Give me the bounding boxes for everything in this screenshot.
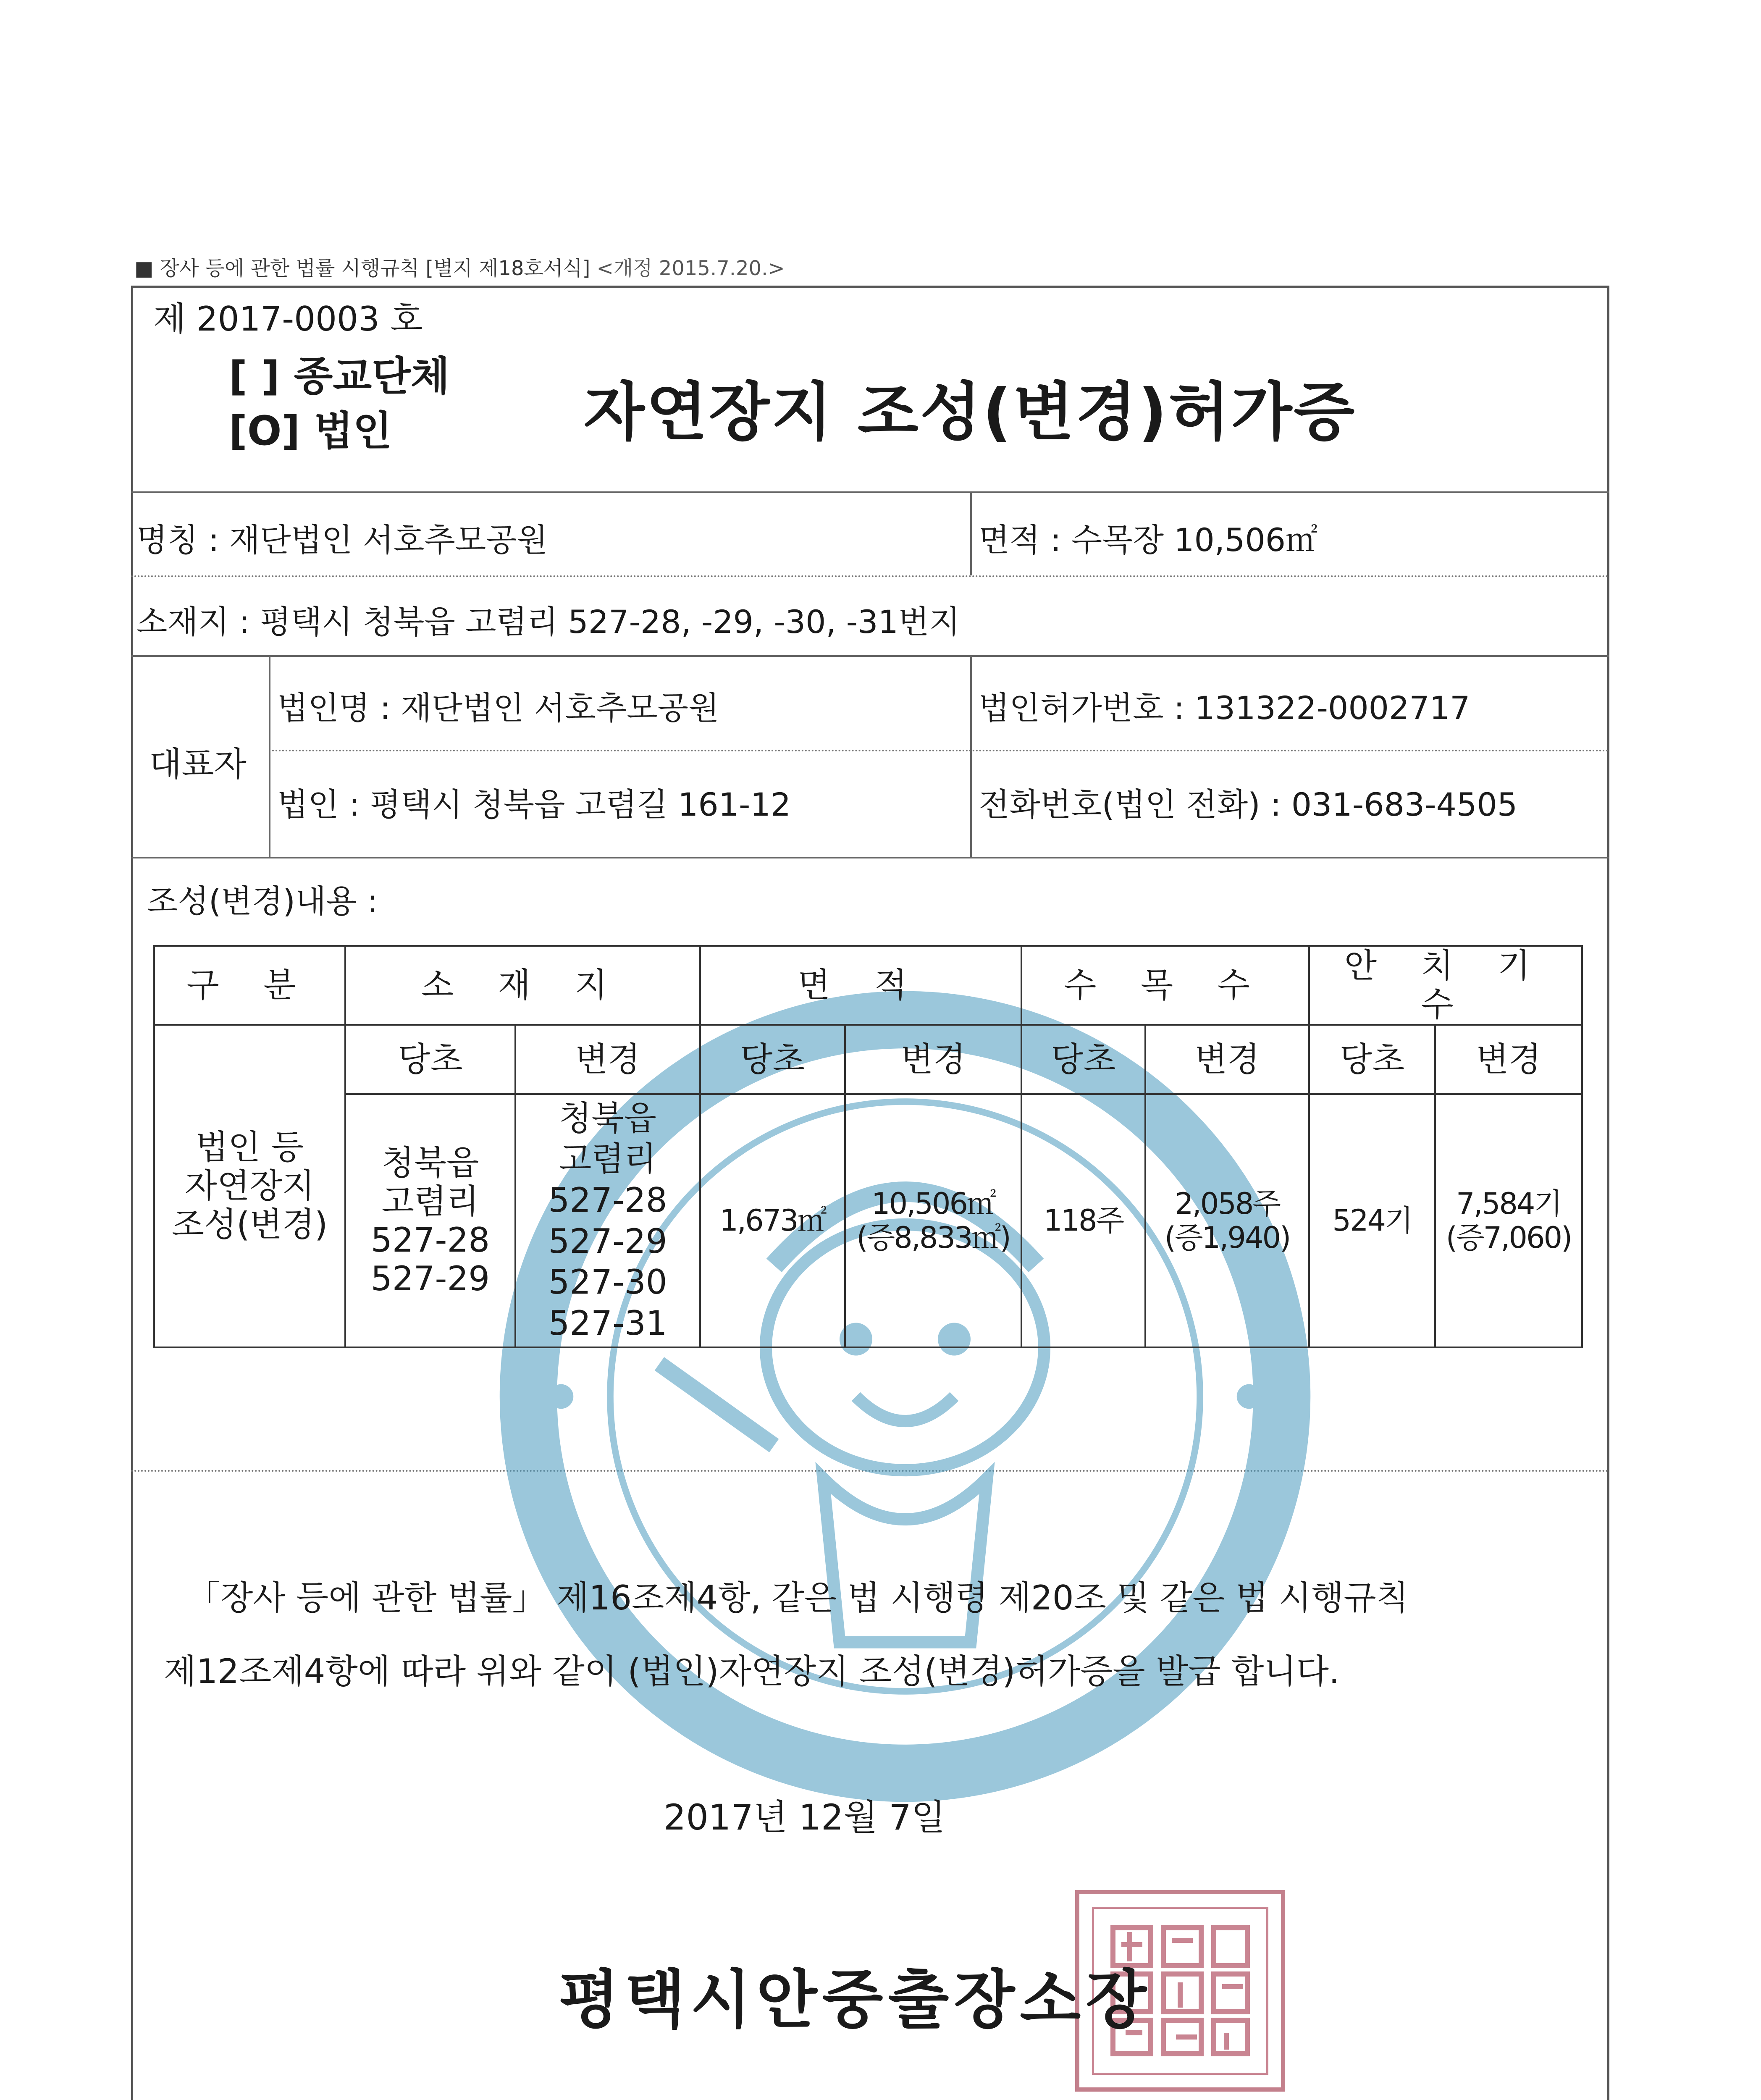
location-line: 527-29 [370, 1259, 490, 1298]
corporation-phone: 전화번호(법인 전화) : 031-683-4505 [979, 786, 1518, 823]
subheader-area-after: 변경 [845, 1025, 1021, 1094]
slots-after-cell [1435, 1094, 1582, 1347]
slots-before-value: 524기 [1309, 1094, 1435, 1347]
divider-location [131, 655, 1609, 657]
trees-before-value: 118주 [1021, 1094, 1145, 1347]
subheader-location-before: 당초 [345, 1025, 515, 1094]
corporation-address: 법인 : 평택시 청북읍 고렴길 161-12 [277, 786, 791, 823]
type-corporation: [O] 법인 [229, 407, 392, 454]
details-table [153, 945, 1583, 1348]
subheader-slots-after: 변경 [1435, 1025, 1582, 1094]
facility-location: 소재지 : 평택시 청북읍 고렴리 527-28, -29, -30, -31번지 [136, 603, 960, 640]
document-title: 자연장지 조성(변경)허가증 [584, 376, 1357, 449]
details-label: 조성(변경)내용 : [147, 882, 378, 920]
area-after-cell [845, 1094, 1021, 1347]
trees-after-cell [1145, 1094, 1309, 1347]
location-line: 청북읍 [559, 1098, 656, 1138]
facility-area: 면적 : 수목장 10,506㎡ [979, 521, 1318, 559]
subheader-location-after: 변경 [515, 1025, 700, 1094]
location-line: 고렴리 [559, 1139, 656, 1179]
form-reference-note [134, 252, 785, 281]
area-increase-value: (증8,833㎡) [856, 1220, 1010, 1255]
statement-line-1: 「장사 등에 관한 법률」 제16조제4항, 같은 법 시행령 제20조 및 같은 법 시행규칙 [187, 1578, 1409, 1617]
header-location: 소 재 지 [345, 946, 700, 1025]
trees-increase-value: (증1,940) [1164, 1220, 1290, 1255]
header-slot-count: 안 치 기 수 [1309, 946, 1582, 1025]
form-revision-text: <개정 2015.7.20.> [596, 257, 785, 280]
location-after-cell [515, 1094, 700, 1347]
representative-label: 대표자 [149, 745, 247, 784]
category-cell [154, 1025, 345, 1347]
facility-name: 명칭 : 재단법인 서호추모공원 [136, 521, 548, 559]
corporation-name: 법인명 : 재단법인 서호추모공원 [277, 689, 719, 727]
location-line: 527-28 [370, 1220, 490, 1260]
category-line: 자연장지 [184, 1166, 315, 1205]
slots-after-value: 7,584기 [1456, 1186, 1562, 1221]
area-after-value: 10,506㎡ [871, 1186, 995, 1221]
divider-rep [269, 750, 1609, 751]
divider-details [131, 857, 1609, 858]
divider-rep-columns [970, 655, 972, 857]
location-line: 527-31 [548, 1303, 667, 1343]
certificate-number: 제 2017-0003 호 [153, 299, 423, 339]
category-line: 조성(변경) [171, 1205, 328, 1244]
location-line: 527-30 [548, 1263, 667, 1302]
area-before-value: 1,673㎡ [700, 1094, 845, 1347]
header-category: 구 분 [154, 946, 345, 1025]
type-religious-group: [ ] 종교단체 [229, 353, 450, 400]
category-line: 법인 등 [195, 1128, 304, 1167]
divider-name-area [970, 491, 972, 575]
slots-increase-value: (증7,060) [1446, 1220, 1572, 1255]
subheader-trees-before: 당초 [1021, 1025, 1145, 1094]
corporation-permit-number: 법인허가번호 : 131322-0002717 [979, 689, 1470, 727]
issue-date: 2017년 12월 7일 [664, 1797, 945, 1838]
divider-name [131, 575, 1609, 577]
statement-line-2: 제12조제4항에 따라 위와 같이 (법인)자연장지 조성(변경)허가증을 발급 합니다. [164, 1652, 1340, 1691]
divider-rep-label [269, 655, 270, 857]
subheader-area-before: 당초 [700, 1025, 845, 1094]
location-line: 청북읍 [381, 1143, 479, 1182]
trees-after-value: 2,058주 [1175, 1186, 1280, 1221]
issuer-name: 평택시안중출장소장 [559, 1964, 1152, 2037]
header-tree-count: 수 목 수 [1021, 946, 1309, 1025]
subheader-trees-after: 변경 [1145, 1025, 1309, 1094]
divider-title [131, 491, 1609, 493]
location-line: 고렴리 [381, 1181, 479, 1221]
subheader-slots-before: 당초 [1309, 1025, 1435, 1094]
location-line: 527-28 [548, 1180, 667, 1220]
location-line: 527-29 [548, 1221, 667, 1261]
form-reference-text: ■ 장사 등에 관한 법률 시행규칙 [별지 제18호서식] [134, 257, 590, 280]
location-before-cell [345, 1094, 515, 1347]
header-area: 면 적 [700, 946, 1021, 1025]
